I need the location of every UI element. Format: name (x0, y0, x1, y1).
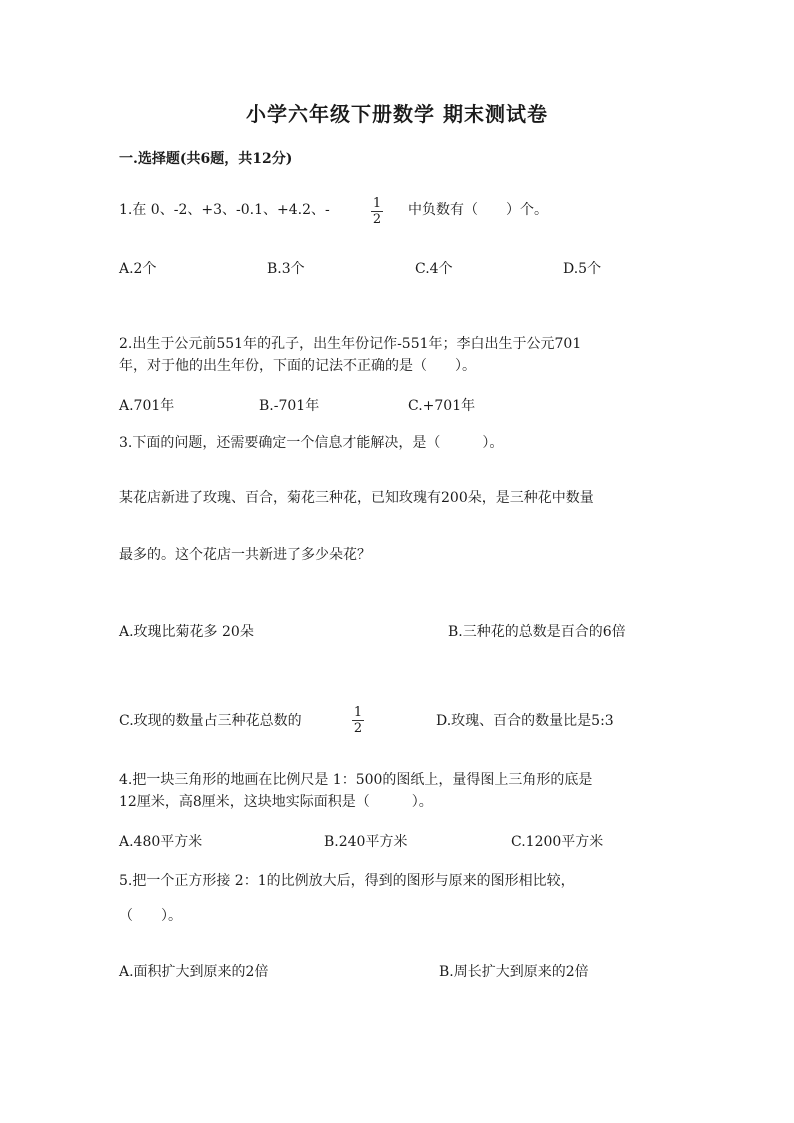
q1-option-a[interactable]: A.2个 (119, 261, 157, 277)
q3-option-c[interactable]: C.玫现的数量占三种花总数的 (119, 713, 302, 729)
q4-stem-line2: 12厘米，高8厘米，这块地实际面积是（ ）。 (119, 794, 433, 810)
q1-option-c[interactable]: C.4个 (415, 261, 453, 277)
q5-option-a[interactable]: A.面积扩大到原来的2倍 (119, 964, 269, 980)
q5-option-b[interactable]: B.周长扩大到原来的2倍 (439, 964, 589, 980)
q1-option-b[interactable]: B.3个 (267, 261, 305, 277)
q3-passage-line1: 某花店新进了玫瑰、百合，菊花三种花，已知玫瑰有200朵，是三种花中数量 (119, 490, 594, 506)
q3-fraction-numerator: 1 (353, 705, 363, 720)
q3-option-a[interactable]: A.玫瑰比菊花多 20朵 (119, 624, 254, 640)
q1-option-d[interactable]: D.5个 (563, 261, 602, 277)
q4-option-a[interactable]: A.480平方米 (119, 834, 203, 850)
q1-fraction-denominator: 2 (372, 212, 382, 227)
q3-passage-line2: 最多的。这个花店一共新进了多少朵花？ (119, 547, 371, 563)
q4-stem-line1: 4.把一块三角形的地画在比例尺是 1：500的图纸上，量得图上三角形的底是 (119, 772, 593, 788)
q1-fraction (371, 196, 383, 227)
q2-option-a[interactable]: A.701年 (119, 398, 175, 414)
section-heading: 一.选择题(共6题，共12分) (119, 151, 293, 167)
q1-stem-after: 中负数有（ ）个。 (408, 202, 548, 218)
q3-option-d[interactable]: D.玫瑰、百合的数量比是5:3 (436, 713, 614, 729)
q2-option-c[interactable]: C.+701年 (408, 398, 476, 414)
q1-stem-before: 1.在 0、-2、+3、-0.1、+4.2、- (119, 202, 330, 218)
q2-stem-line2: 年，对于他的出生年份，下面的记法不正确的是（ ）。 (119, 358, 476, 374)
q3-option-b[interactable]: B.三种花的总数是百合的6倍 (448, 624, 626, 640)
q4-option-b[interactable]: B.240平方米 (324, 834, 408, 850)
q3-stem: 3.下面的问题，还需要确定一个信息才能解决，是（ ）。 (119, 435, 504, 451)
q1-fraction-numerator: 1 (372, 196, 382, 211)
q5-stem-line2: （ ）。 (119, 908, 182, 924)
q3-option-c-fraction (352, 705, 364, 736)
q2-option-b[interactable]: B.-701年 (259, 398, 320, 414)
q2-stem-line1: 2.出生于公元前551年的孔子，出生年份记作-551年；李白出生于公元701 (119, 336, 582, 352)
q3-fraction-denominator: 2 (353, 721, 363, 736)
page-title: 小学六年级下册数学 期末测试卷 (246, 102, 548, 126)
q5-stem-line1: 5.把一个正方形接 2：1的比例放大后，得到的图形与原来的图形相比较， (119, 873, 575, 889)
q4-option-c[interactable]: C.1200平方米 (511, 834, 604, 850)
